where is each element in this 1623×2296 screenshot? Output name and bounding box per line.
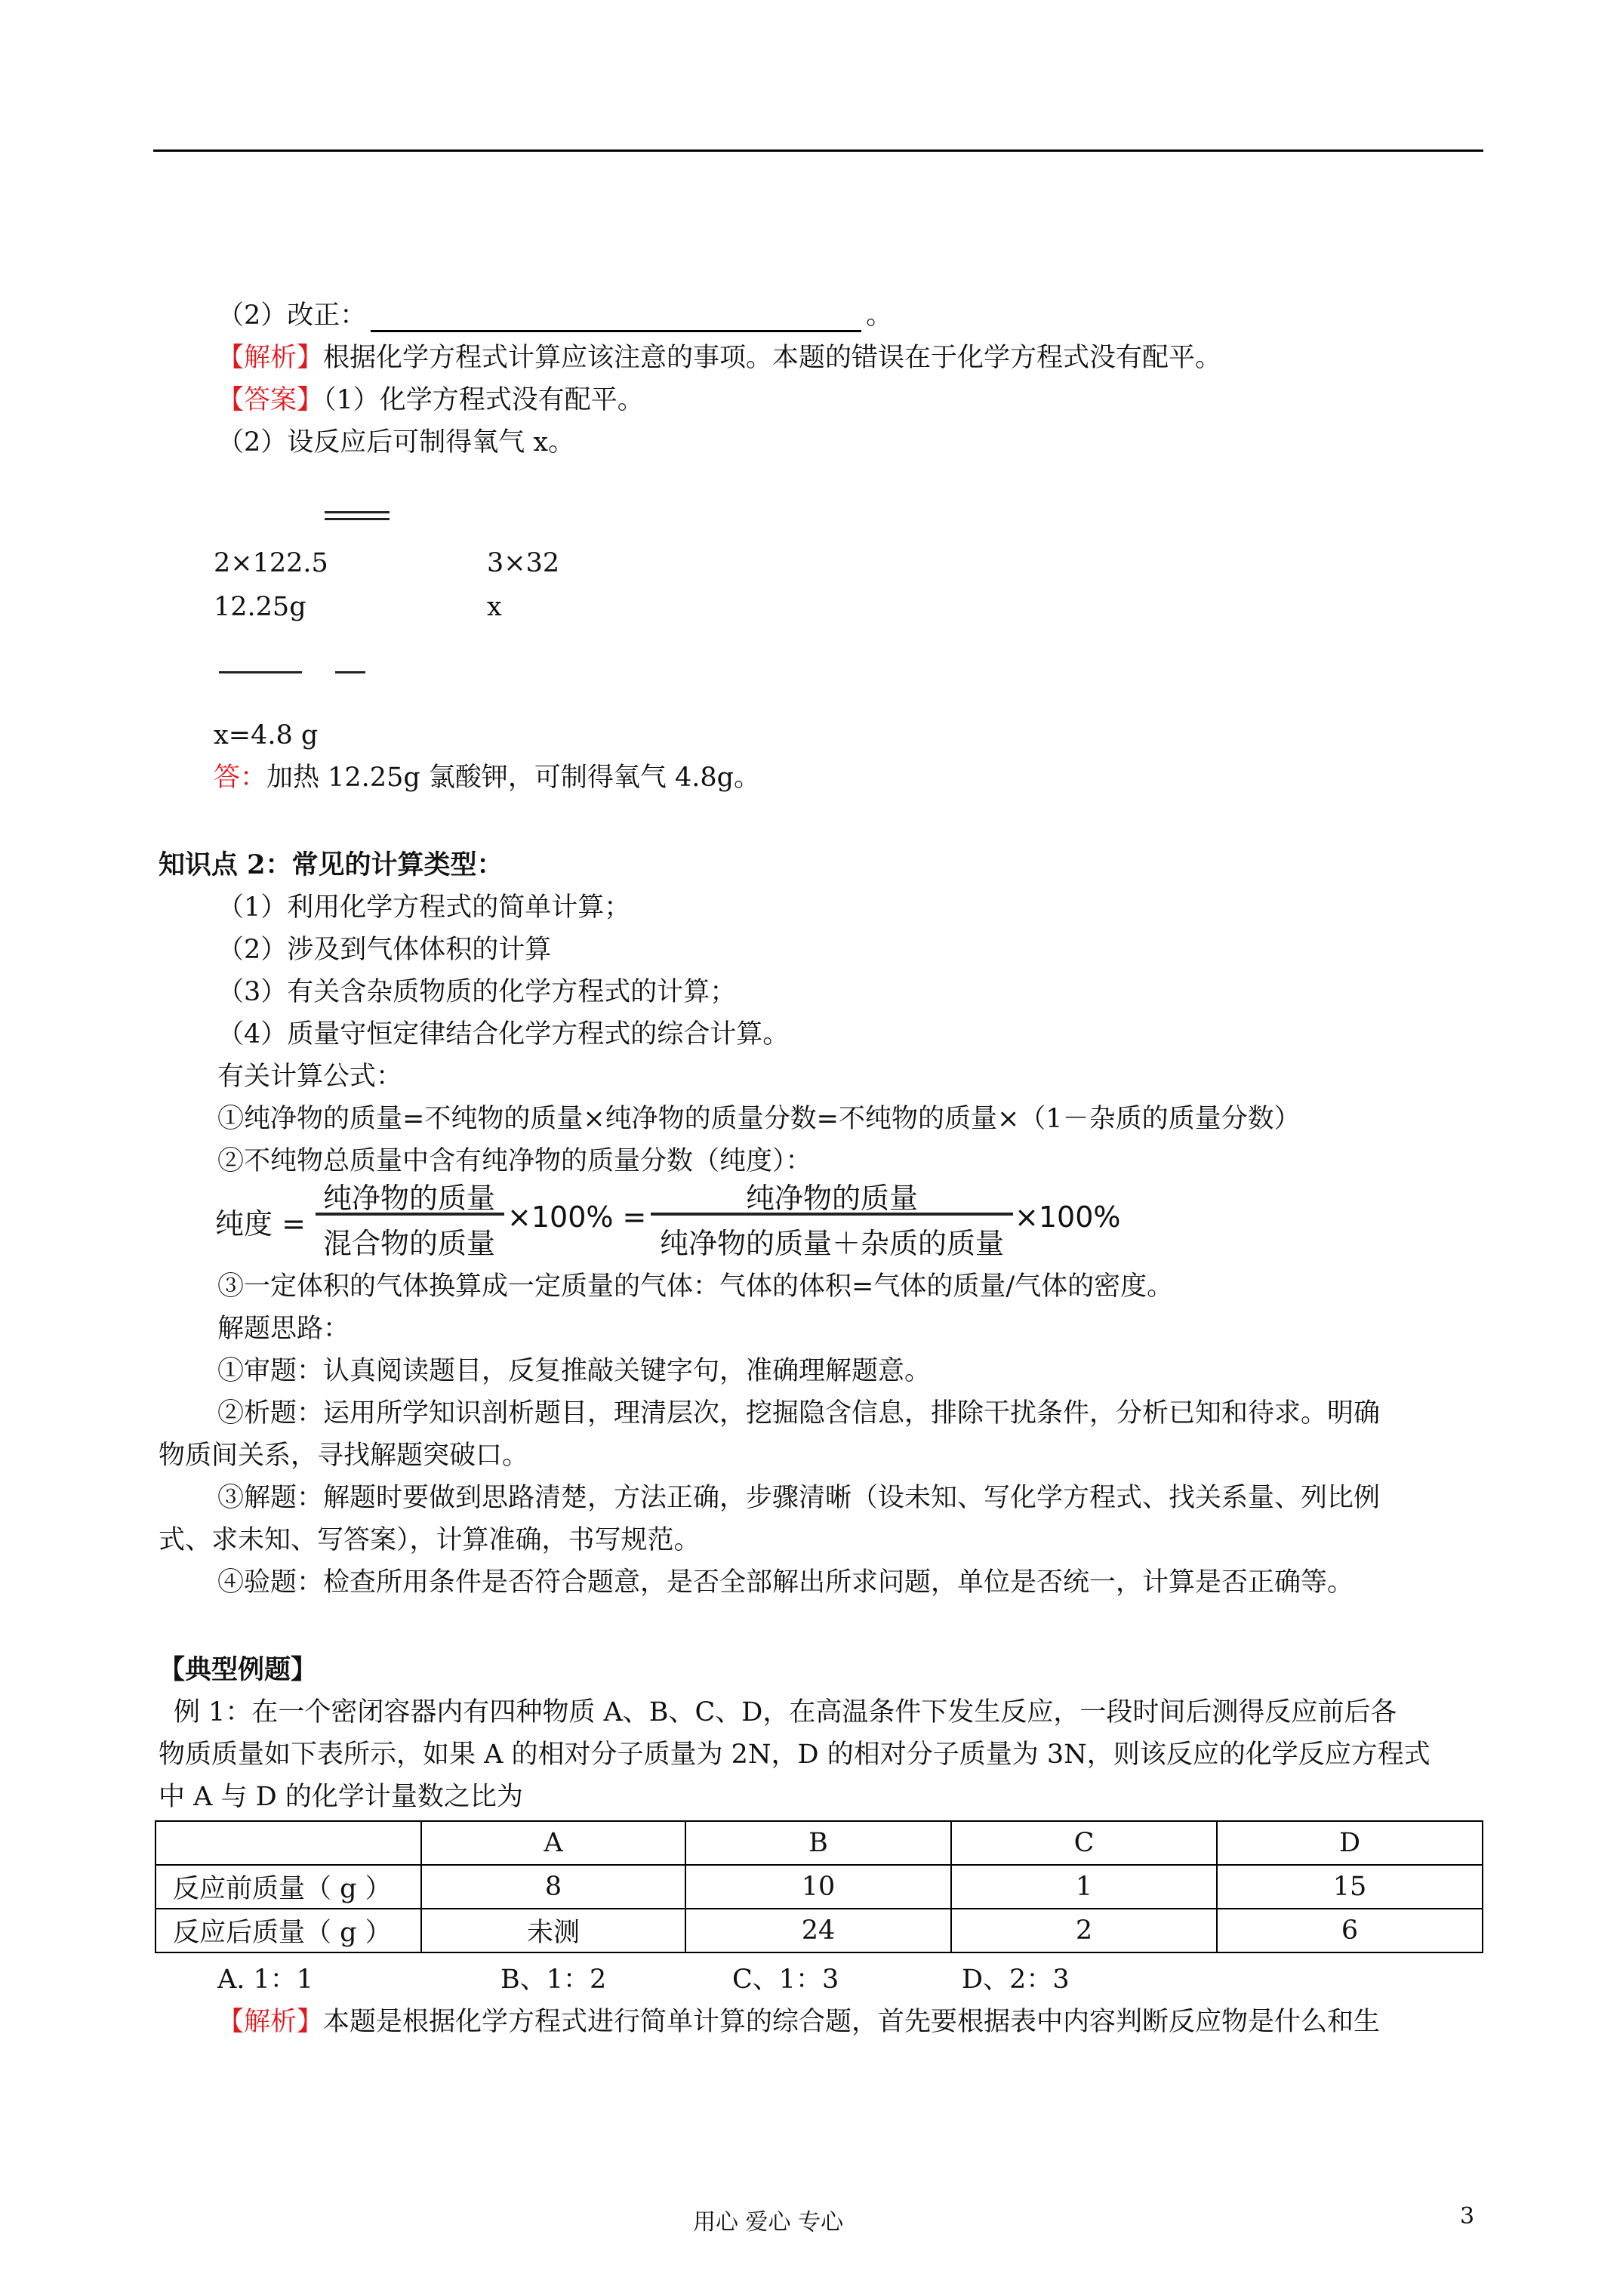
- table-cell: 反应后质量（ g ）: [156, 1909, 421, 1952]
- table-cell: 24: [685, 1909, 951, 1952]
- option-b: B、1：2: [500, 1965, 607, 1995]
- table-cell: 反应前质量（ g ）: [156, 1865, 421, 1909]
- page-number: 3: [1460, 2203, 1475, 2230]
- purity-frac2-bar: [651, 1213, 1013, 1216]
- step-3-line-1: ③解题：解题时要做到思路清楚，方法正确，步骤清晰（设未知、写化学方程式、找关系量、列比例: [217, 1483, 1381, 1513]
- purity-times-1: ×100% =: [507, 1200, 647, 1234]
- analysis-1: [217, 341, 1221, 374]
- answer-1: [217, 384, 644, 417]
- example-1-line-2: 物质质量如下表所示，如果 A 的相对分子质量为 2N，D 的相对分子质量为 3N，则该反应的化学反应方程式: [159, 1740, 1431, 1770]
- table-header-cell: [156, 1821, 421, 1865]
- answer-2: （2）设反应后可制得氧气 x。: [217, 427, 575, 458]
- option-c: C、1：3: [732, 1965, 839, 1995]
- step-2-line-1: ②析题：运用所学知识剖析题目，理清层次，挖掘隐含信息，排除干扰条件，分析已知和待求。明确: [217, 1398, 1381, 1428]
- formula-1: ①纯净物的质量=不纯物的质量×纯净物的质量分数=不纯物的质量×（1－杂质的质量分数）: [217, 1104, 1301, 1134]
- mass-table: [155, 1820, 1483, 1953]
- analysis-2-text: 本题是根据化学方程式进行简单计算的综合题，首先要根据表中内容判断反应物是什么和生: [323, 2007, 1381, 2037]
- purity-frac1-numerator: 纯净物的质量: [322, 1182, 495, 1215]
- kp2-item: （1）利用化学方程式的简单计算；: [217, 892, 631, 923]
- table-cell: 1: [951, 1865, 1217, 1909]
- example-1-line-3: 中 A 与 D 的化学计量数之比为: [159, 1782, 523, 1812]
- footer-motto: 用心 爱心 专心: [693, 2209, 844, 2236]
- section-title-kp2: 知识点 2：常见的计算类型：: [159, 849, 504, 880]
- table-header-cell: B: [685, 1821, 951, 1865]
- formula-2: ②不纯物总质量中含有纯净物的质量分数（纯度）：: [217, 1146, 812, 1176]
- purity-frac1-denominator: 混合物的质量: [322, 1227, 495, 1260]
- final-answer-text: 加热 12.25g 氯酸钾，可制得氧气 4.8g。: [266, 763, 761, 793]
- correction-end: 。: [866, 300, 893, 331]
- examples-heading: 【典型例题】: [159, 1654, 318, 1685]
- table-row: [156, 1865, 1483, 1909]
- kp2-item: （4）质量守恒定律结合化学方程式的综合计算。: [217, 1019, 790, 1049]
- x-result: x=4.8 g: [214, 720, 319, 750]
- step-3-line-2: 式、求未知、写答案），计算准确，书写规范。: [159, 1525, 701, 1555]
- kp2-item: （2）涉及到气体体积的计算: [217, 935, 552, 965]
- step-2-line-2: 物质间关系，寻找解题突破口。: [159, 1441, 529, 1471]
- option-a: A. 1：1: [217, 1965, 314, 1995]
- ratio-right: 3×32: [487, 548, 560, 578]
- mass-right: x: [487, 592, 502, 622]
- purity-times-2: ×100%: [1015, 1200, 1121, 1234]
- fraction-bar-right: [335, 671, 365, 673]
- formula-3: ③一定体积的气体换算成一定质量的气体：气体的体积=气体的质量/气体的密度。: [217, 1271, 1174, 1302]
- purity-frac1-bar: [316, 1213, 504, 1216]
- correction-line: [217, 299, 892, 332]
- table-header-cell: D: [1217, 1821, 1483, 1865]
- final-answer-tag: 答：: [214, 763, 267, 793]
- kp2-item: （3）有关含杂质物质的化学方程式的计算；: [217, 977, 737, 1007]
- table-cell: 8: [421, 1865, 685, 1909]
- analysis-2-tag: 【解析】: [217, 2007, 324, 2037]
- table-cell: 2: [951, 1909, 1217, 1952]
- formula-heading: 有关计算公式：: [217, 1062, 403, 1092]
- equation-double-line-bottom: [325, 518, 390, 520]
- answer-tag: 【答案】: [217, 385, 324, 415]
- table-header-cell: A: [421, 1821, 685, 1865]
- purity-frac2-numerator: 纯净物的质量: [745, 1182, 918, 1215]
- step-1: ①审题：认真阅读题目，反复推敲关键字句，准确理解题意。: [217, 1356, 932, 1386]
- analysis-text: 根据化学方程式计算应该注意的事项。本题的错误在于化学方程式没有配平。: [323, 343, 1222, 373]
- purity-frac2-denominator: 纯净物的质量＋杂质的质量: [659, 1227, 1004, 1260]
- analysis-2: [217, 2005, 1380, 2039]
- table-cell: 6: [1217, 1909, 1483, 1952]
- table-cell: 15: [1217, 1865, 1483, 1909]
- analysis-tag: 【解析】: [217, 343, 324, 373]
- fraction-bar-left: [219, 671, 302, 673]
- table-header-row: [156, 1821, 1483, 1865]
- table-header-cell: C: [951, 1821, 1217, 1865]
- approach-heading: 解题思路：: [217, 1314, 350, 1344]
- header-rule: [153, 149, 1483, 152]
- ratio-left: 2×122.5: [214, 548, 328, 578]
- option-d: D、2：3: [962, 1965, 1070, 1995]
- final-answer: [214, 761, 760, 794]
- equation-double-line-top: [325, 511, 390, 513]
- mass-left: 12.25g: [214, 592, 306, 622]
- table-cell: 未测: [421, 1909, 685, 1952]
- purity-lhs: 纯度 =: [215, 1207, 306, 1240]
- example-1-line-1: 例 1：在一个密闭容器内有四种物质 A、B、C、D，在高温条件下发生反应，一段时间后测得反应前后各: [174, 1697, 1397, 1727]
- step-4: ④验题：检查所用条件是否符合题意，是否全部解出所求问题，单位是否统一，计算是否正确等。: [217, 1567, 1354, 1598]
- table-cell: 10: [685, 1865, 951, 1909]
- correction-blank: [371, 307, 861, 332]
- table-row: [156, 1909, 1483, 1952]
- correction-label: （2）改正：: [217, 300, 367, 331]
- answer-text: （1）化学方程式没有配平。: [323, 385, 644, 415]
